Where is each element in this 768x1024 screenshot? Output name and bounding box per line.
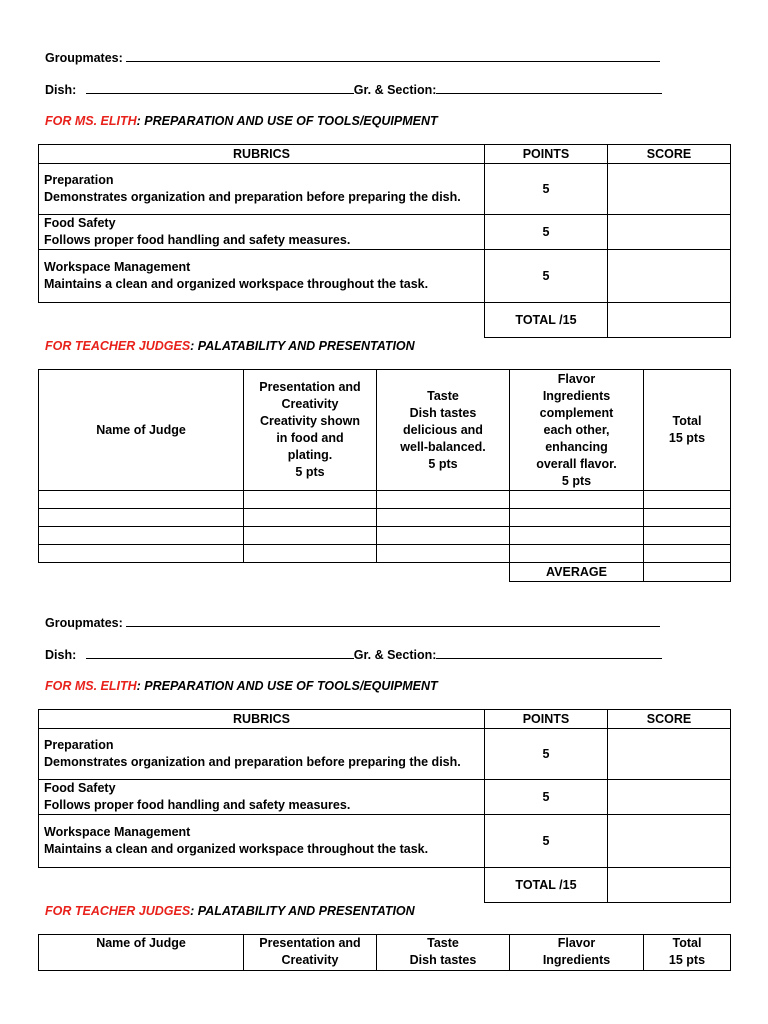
judge-row[interactable] bbox=[39, 509, 731, 527]
average-cell[interactable] bbox=[644, 563, 731, 582]
judges-title: : PALATABILITY AND PRESENTATION bbox=[190, 904, 415, 918]
rubric-row bbox=[39, 815, 731, 868]
score-header: SCORE bbox=[608, 145, 731, 164]
rubric-name: Food Safety bbox=[44, 216, 116, 230]
score-cell[interactable] bbox=[608, 215, 731, 250]
score-header: SCORE bbox=[608, 710, 731, 729]
average-label: AVERAGE bbox=[510, 563, 644, 582]
total-label: TOTAL /15 bbox=[485, 303, 608, 338]
taste-header: Taste Dish tastes delicious and well-balanced. 5 pts bbox=[377, 370, 510, 491]
section-label: Gr. & Section: bbox=[353, 648, 437, 662]
score-cell[interactable] bbox=[608, 164, 731, 215]
dish-label: Dish: bbox=[45, 648, 77, 662]
rubric-name: Food Safety bbox=[44, 781, 116, 795]
rubric-desc: Maintains a clean and organized workspace throughout the task. bbox=[44, 842, 429, 856]
rubric-points: 5 bbox=[485, 164, 608, 215]
flavor-header: Flavor Ingredients complement each other, enhancing overall flavor. 5 pts bbox=[510, 370, 644, 491]
dish-line bbox=[45, 80, 662, 98]
dish-label: Dish: bbox=[45, 83, 77, 97]
total-header: Total 15 pts bbox=[644, 935, 731, 971]
rubric-desc: Demonstrates organization and preparation before preparing the dish. bbox=[44, 755, 461, 769]
total-score-cell[interactable] bbox=[608, 303, 731, 338]
rubric-points: 5 bbox=[485, 815, 608, 868]
judges-heading bbox=[45, 338, 415, 354]
judge-row[interactable] bbox=[39, 545, 731, 563]
rubric-desc: Follows proper food handling and safety measures. bbox=[44, 233, 351, 247]
elith-heading bbox=[45, 678, 438, 694]
rubric-points: 5 bbox=[485, 250, 608, 303]
rubric-name: Workspace Management bbox=[44, 825, 191, 839]
rubric-desc: Maintains a clean and organized workspace throughout the task. bbox=[44, 277, 429, 291]
rubric-desc: Follows proper food handling and safety measures. bbox=[44, 798, 351, 812]
groupmates-line bbox=[45, 48, 660, 66]
rubric-desc: Demonstrates organization and preparation before preparing the dish. bbox=[44, 190, 461, 204]
points-header: POINTS bbox=[485, 710, 608, 729]
elith-title: : PREPARATION AND USE OF TOOLS/EQUIPMENT bbox=[136, 679, 438, 693]
groupmates-label: Groupmates: bbox=[45, 616, 123, 630]
rubrics-header: RUBRICS bbox=[39, 710, 485, 729]
rubrics-header: RUBRICS bbox=[39, 145, 485, 164]
judges-heading bbox=[45, 903, 415, 919]
total-header: Total 15 pts bbox=[644, 370, 731, 491]
groupmates-field[interactable] bbox=[126, 48, 660, 62]
dish-field[interactable] bbox=[86, 645, 354, 659]
flavor-header: Flavor Ingredients bbox=[510, 935, 644, 971]
rubric-name: Preparation bbox=[44, 738, 114, 752]
rubric-name: Workspace Management bbox=[44, 260, 191, 274]
score-cell[interactable] bbox=[608, 815, 731, 868]
rubric-table bbox=[38, 144, 731, 338]
score-cell[interactable] bbox=[608, 729, 731, 780]
rubric-points: 5 bbox=[485, 780, 608, 815]
rubric-row bbox=[39, 215, 731, 250]
judges-table-clip bbox=[0, 934, 768, 1024]
presentation-header: Presentation and Creativity Creativity shown in food and plating. 5 pts bbox=[244, 370, 377, 491]
groupmates-field[interactable] bbox=[126, 613, 660, 627]
score-cell[interactable] bbox=[608, 250, 731, 303]
score-cell[interactable] bbox=[608, 780, 731, 815]
judge-row[interactable] bbox=[39, 491, 731, 509]
rubric-points: 5 bbox=[485, 215, 608, 250]
judge-name-header: Name of Judge bbox=[39, 370, 244, 491]
rubric-points: 5 bbox=[485, 729, 608, 780]
total-label: TOTAL /15 bbox=[485, 868, 608, 903]
taste-header: Taste Dish tastes bbox=[377, 935, 510, 971]
judges-table bbox=[38, 369, 731, 582]
judges-title: : PALATABILITY AND PRESENTATION bbox=[190, 339, 415, 353]
rubric-row bbox=[39, 729, 731, 780]
dish-field[interactable] bbox=[86, 80, 354, 94]
rubric-name: Preparation bbox=[44, 173, 114, 187]
judges-teacher: FOR TEACHER JUDGES bbox=[45, 904, 191, 918]
section-label: Gr. & Section: bbox=[353, 83, 437, 97]
judges-table bbox=[38, 934, 731, 971]
rubric-row bbox=[39, 780, 731, 815]
points-header: POINTS bbox=[485, 145, 608, 164]
judges-teacher: FOR TEACHER JUDGES bbox=[45, 339, 191, 353]
elith-teacher: FOR MS. ELITH bbox=[45, 679, 137, 693]
groupmates-label: Groupmates: bbox=[45, 51, 123, 65]
judge-name-header: Name of Judge bbox=[39, 935, 244, 971]
rubric-row bbox=[39, 250, 731, 303]
elith-heading bbox=[45, 113, 438, 129]
elith-teacher: FOR MS. ELITH bbox=[45, 114, 137, 128]
groupmates-line bbox=[45, 613, 660, 631]
rubric-table bbox=[38, 709, 731, 903]
dish-line bbox=[45, 645, 662, 663]
judge-row[interactable] bbox=[39, 527, 731, 545]
presentation-header: Presentation and Creativity bbox=[244, 935, 377, 971]
elith-title: : PREPARATION AND USE OF TOOLS/EQUIPMENT bbox=[136, 114, 438, 128]
section-field[interactable] bbox=[436, 80, 662, 94]
section-field[interactable] bbox=[436, 645, 662, 659]
total-score-cell[interactable] bbox=[608, 868, 731, 903]
rubric-row bbox=[39, 164, 731, 215]
